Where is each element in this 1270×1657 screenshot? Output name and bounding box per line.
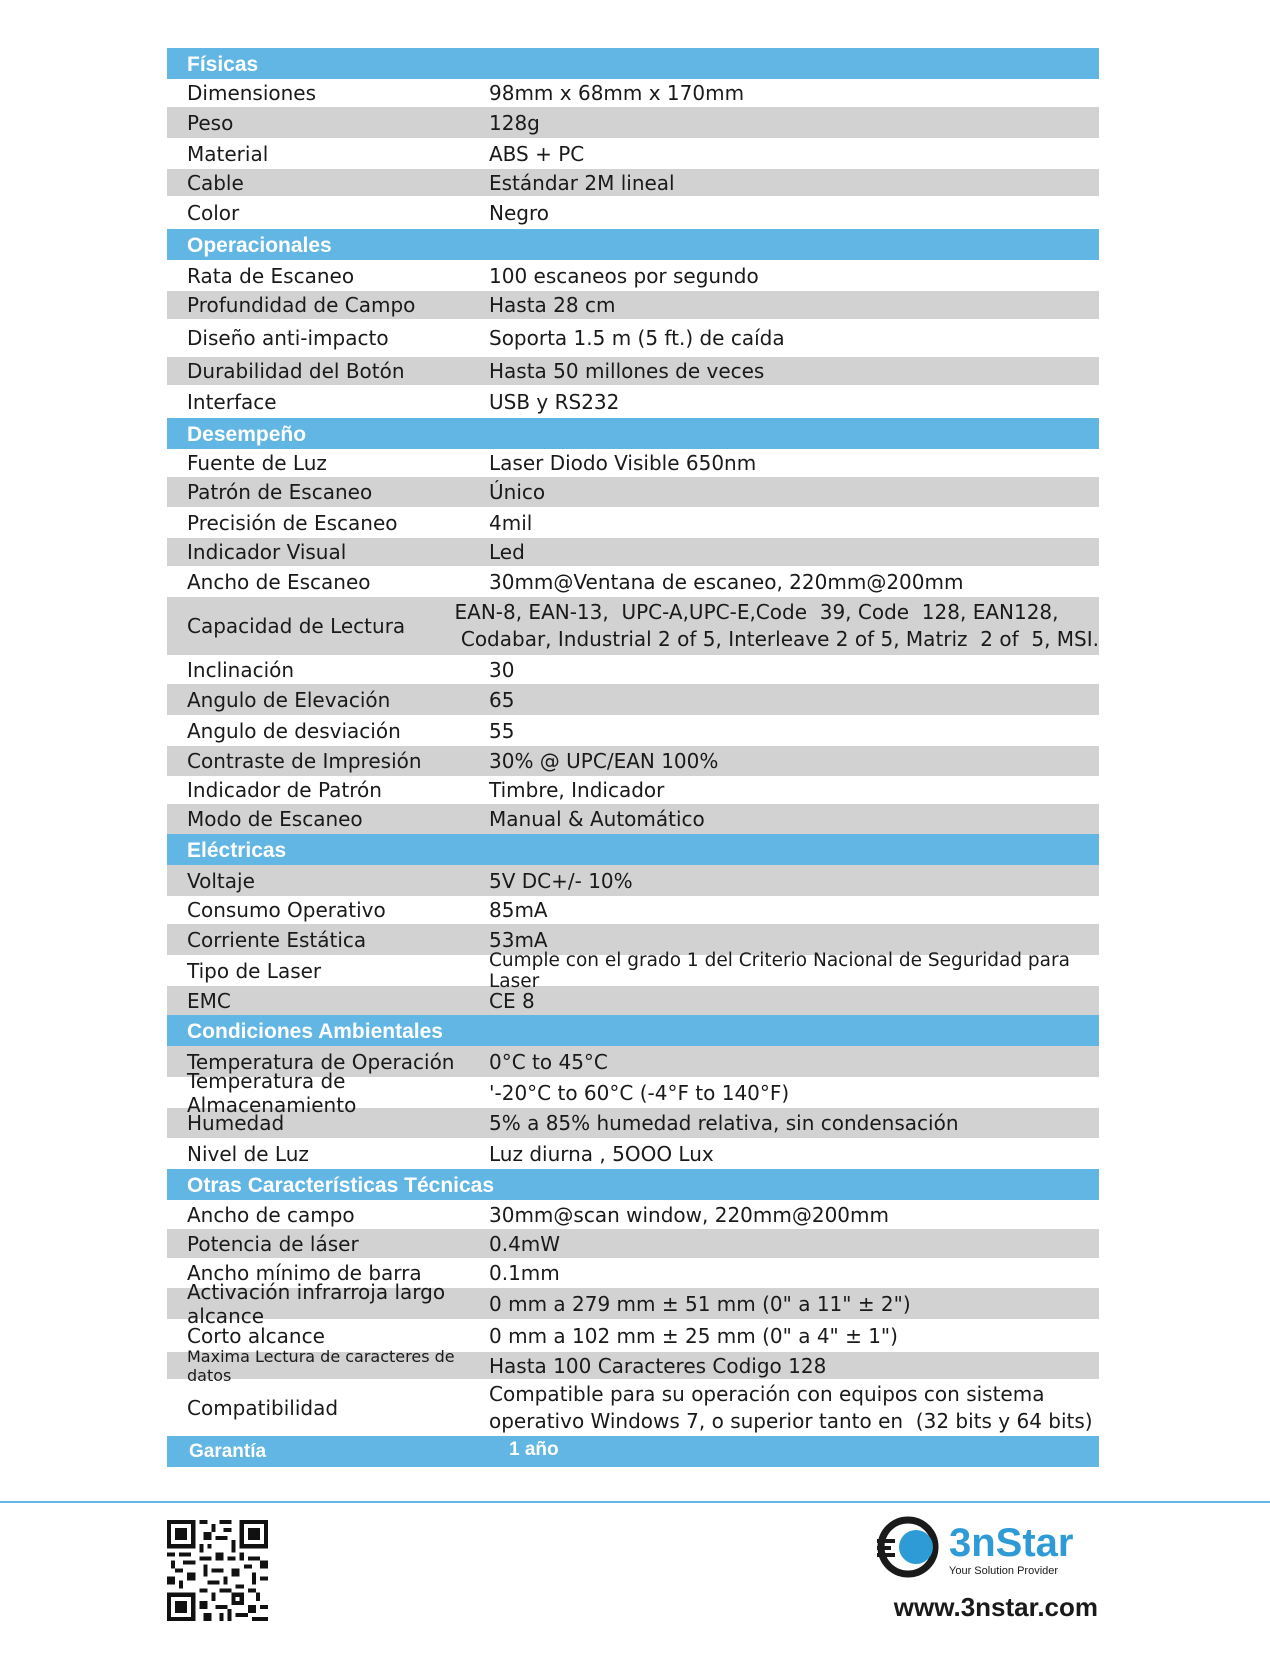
spec-row: [167, 776, 1099, 804]
spec-label: Modo de Escaneo: [187, 807, 363, 831]
spec-row: [167, 1379, 1099, 1436]
spec-value: 128g: [489, 110, 540, 135]
spec-row: [167, 746, 1099, 776]
spec-value: 55: [489, 718, 515, 743]
spec-label: Potencia de láser: [187, 1231, 359, 1256]
spec-value: Luz diurna , 5OOO Lux: [489, 1141, 714, 1166]
spec-label: Activación infrarroja largo alcance: [187, 1279, 446, 1328]
spec-row: [167, 477, 1099, 507]
spec-row: [167, 1229, 1099, 1258]
spec-row: [167, 1346, 1099, 1385]
spec-value: 100 escaneos por segundo: [489, 263, 759, 288]
spec-value: 85mA: [489, 898, 548, 922]
spec-row: [167, 538, 1099, 566]
spec-value: Cumple con el grado 1 del Criterio Nacional de Seguridad para Laser: [489, 949, 1070, 992]
spec-label: Ancho de campo: [187, 1202, 355, 1227]
section-header: Eléctricas: [167, 834, 1099, 865]
spec-label: Peso: [187, 110, 234, 135]
spec-row: [167, 507, 1099, 538]
spec-value: 30mm@scan window, 220mm@200mm: [489, 1202, 889, 1227]
spec-value: Timbre, Indicador: [489, 778, 665, 802]
spec-row: [167, 79, 1099, 107]
spec-label: Corto alcance: [187, 1323, 325, 1348]
spec-row: [167, 1068, 1099, 1117]
spec-row: [167, 684, 1099, 715]
spec-row: [167, 986, 1099, 1015]
section-header: Otras Características Técnicas: [167, 1169, 1099, 1200]
spec-value: Led: [489, 540, 525, 564]
spec-value: ABS + PC: [489, 141, 585, 166]
spec-label: Patrón de Escaneo: [187, 480, 373, 504]
spec-label: Humedad: [187, 1111, 285, 1135]
spec-value: Manual & Automático: [489, 807, 705, 831]
brand-tagline: Your Solution Provider: [949, 1565, 1059, 1577]
spec-label: Inclinación: [187, 657, 295, 682]
spec-value: 0.4mW: [489, 1231, 561, 1256]
spec-row: [167, 196, 1099, 229]
spec-value: 30mm@Ventana de escaneo, 220mm@200mm: [489, 569, 964, 594]
spec-label: Interface: [187, 389, 277, 414]
spec-value: Compatible para su operación con equipos con sistema operativo Windows 7, o superior tanto en (32 bits y 64 bits): [489, 1381, 1093, 1433]
spec-label: Dimensiones: [187, 81, 317, 105]
spec-label: Nivel de Luz: [187, 1141, 309, 1166]
spec-value: Soporta 1.5 m (5 ft.) de caída: [489, 326, 785, 350]
spec-row: [167, 566, 1099, 597]
spec-label: Ancho de Escaneo: [187, 569, 371, 594]
spec-label: Temperatura de Operación: [187, 1049, 455, 1074]
spec-label: Angulo de Elevación: [187, 687, 391, 712]
spec-value: Negro: [489, 200, 549, 225]
spec-value: Hasta 50 millones de veces: [489, 359, 765, 383]
spec-row: [167, 1108, 1099, 1138]
spec-row: [167, 597, 1099, 655]
spec-row: [167, 896, 1099, 924]
spec-row: [167, 655, 1099, 684]
spec-value: Laser Diodo Visible 650nm: [489, 451, 757, 475]
warranty-value: 1 año: [509, 1439, 559, 1460]
spec-label: Maxima Lectura de caracteres de datos: [187, 1346, 455, 1385]
spec-row: [167, 865, 1099, 896]
spec-row: [167, 385, 1099, 418]
spec-value: 0.1mm: [489, 1261, 560, 1285]
spec-label: Fuente de Luz: [187, 451, 327, 475]
warranty-row: [167, 1436, 1099, 1467]
spec-value: 5V DC+/- 10%: [489, 868, 633, 893]
spec-label: Indicador de Patrón: [187, 778, 382, 802]
spec-value: 30: [489, 657, 515, 682]
spec-row: [167, 291, 1099, 319]
spec-label: Consumo Operativo: [187, 898, 386, 922]
spec-value: '-20°C to 60°C (-4°F to 140°F): [489, 1080, 790, 1105]
spec-value: CE 8: [489, 988, 535, 1013]
spec-label: Corriente Estática: [187, 927, 367, 952]
spec-row: [167, 1138, 1099, 1169]
spec-label: Profundidad de Campo: [187, 293, 416, 317]
section-header: Condiciones Ambientales: [167, 1015, 1099, 1046]
spec-label: Durabilidad del Botón: [187, 359, 405, 383]
spec-value: Único: [489, 480, 546, 504]
spec-label: Diseño anti-impacto: [187, 326, 389, 350]
spec-value: EAN-8, EAN-13, UPC-A,UPC-E,Code 39, Code 128, EAN128, Codabar, Industrial 2 of 5, Interleave 2 of 5, Matriz 2 of 5, MSI.: [454, 600, 1099, 651]
spec-value: 0°C to 45°C: [489, 1049, 608, 1074]
spec-label: EMC: [187, 988, 231, 1013]
spec-label: Ancho mínimo de barra: [187, 1261, 422, 1285]
spec-row: [167, 1200, 1099, 1229]
spec-value: 5% a 85% humedad relativa, sin condensación: [489, 1111, 959, 1135]
spec-row: [167, 949, 1099, 992]
spec-value: Estándar 2M lineal: [489, 170, 675, 195]
3nstar-logo-icon: [877, 1514, 1102, 1580]
warranty-label: Garantía: [189, 1440, 267, 1462]
section-header: Operacionales: [167, 229, 1099, 260]
spec-label: Color: [187, 200, 240, 225]
spec-row: [167, 107, 1099, 138]
spec-row: [167, 715, 1099, 746]
spec-label: Tipo de Laser: [187, 958, 322, 983]
brand-url[interactable]: www.3nstar.com: [893, 1592, 1098, 1622]
spec-label: Compatibilidad: [187, 1395, 339, 1420]
spec-value: Hasta 100 Caracteres Codigo 128: [489, 1353, 827, 1378]
spec-value: 98mm x 68mm x 170mm: [489, 81, 745, 105]
spec-row: [167, 138, 1099, 169]
spec-label: Material: [187, 141, 269, 166]
spec-row: [167, 449, 1099, 477]
spec-table: [167, 48, 1099, 1467]
spec-row: [167, 260, 1099, 291]
spec-value: 65: [489, 687, 515, 712]
spec-label: Angulo de desviación: [187, 718, 401, 743]
spec-value: 4mil: [489, 510, 533, 535]
spec-label: Rata de Escaneo: [187, 263, 355, 288]
spec-label: Cable: [187, 170, 244, 195]
spec-row: [167, 169, 1099, 196]
section-header: Desempeño: [167, 418, 1099, 449]
brand-name: 3nStar: [949, 1521, 1074, 1565]
spec-row: [167, 804, 1099, 834]
spec-label: Voltaje: [187, 868, 255, 893]
spec-value: 0 mm a 279 mm ± 51 mm (0" a 11" ± 2"): [489, 1291, 911, 1316]
spec-value: 0 mm a 102 mm ± 25 mm (0" a 4" ± 1"): [489, 1323, 898, 1348]
spec-label: Precisión de Escaneo: [187, 510, 398, 535]
section-header: Físicas: [167, 48, 1099, 79]
spec-value: 53mA: [489, 927, 548, 952]
divider-line: [0, 1501, 1270, 1503]
spec-label: Contraste de Impresión: [187, 749, 422, 773]
spec-label: Temperatura de Almacenamiento: [187, 1068, 357, 1117]
spec-row: [167, 357, 1099, 385]
spec-value: USB y RS232: [489, 389, 620, 414]
qr-code-icon: [167, 1519, 268, 1622]
spec-label: Indicador Visual: [187, 540, 347, 564]
spec-row: [167, 1279, 1099, 1328]
spec-label: Capacidad de Lectura: [187, 614, 406, 638]
spec-value: Hasta 28 cm: [489, 293, 616, 317]
spec-row: [167, 319, 1099, 357]
spec-value: 30% @ UPC/EAN 100%: [489, 749, 719, 773]
